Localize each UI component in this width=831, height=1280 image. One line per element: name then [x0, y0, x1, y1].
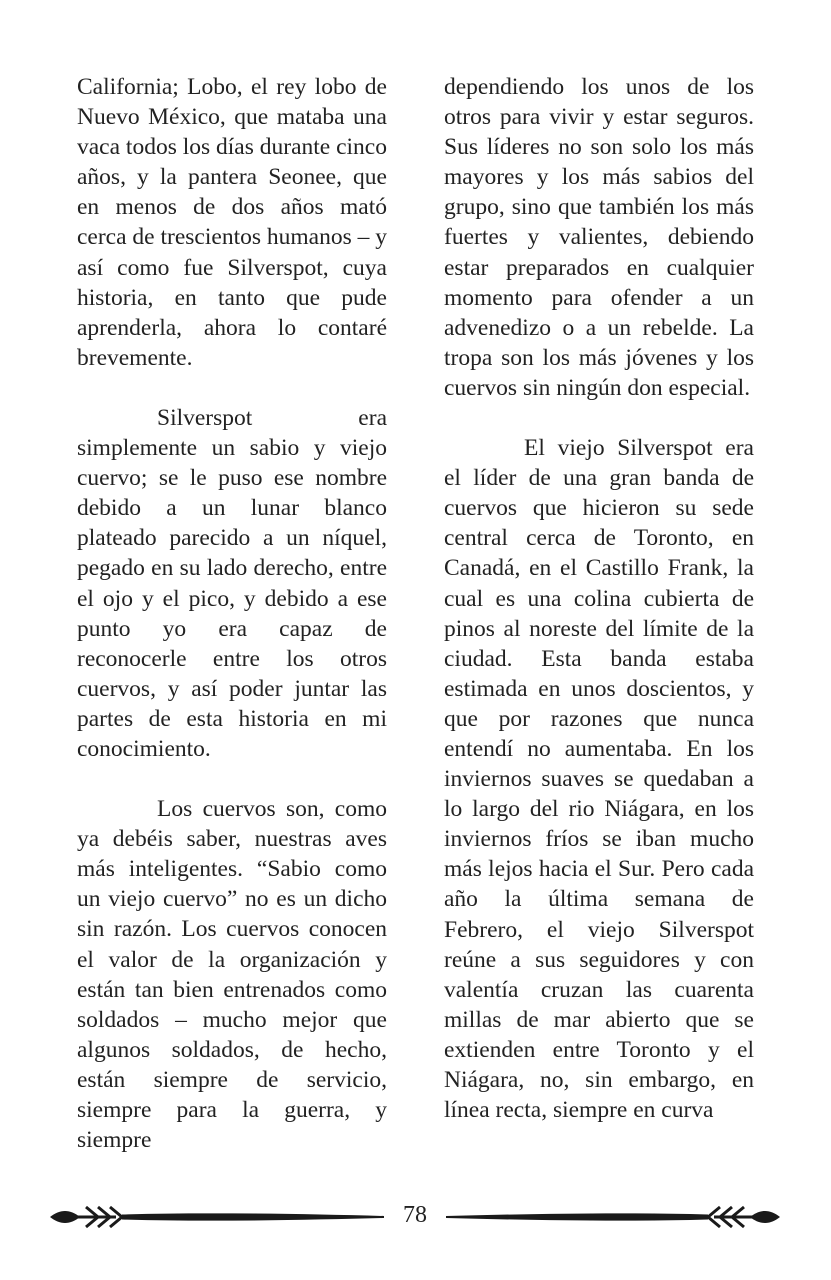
paragraph: dependiendo los unos de los otros para vivir y estar seguros. Sus líderes no son solo los más mayores y los más sabios del grupo, sino que también los más fuertes y valientes, debiendo estar preparados en cualquier momento para ofender a un advenedizo o a un rebelde. La tropa son los más jóvenes y los cuervos sin ningún don especial.: [444, 74, 754, 401]
right-ornament-icon: [444, 1196, 784, 1238]
page-number: 78: [403, 1202, 427, 1228]
paragraph: California; Lobo, el rey lobo de Nuevo México, que mataba una vaca todos los días durante cinco años, y la pantera Seonee, que en menos de dos años mató cerca de trescientos humanos – y así como fue Silverspot, cuya historia, en tanto que pude aprenderla, ahora lo contaré brevemente.: [77, 74, 387, 371]
left-column: [77, 72, 387, 1155]
right-column: [444, 72, 754, 1125]
left-ornament-icon: [46, 1196, 386, 1238]
paragraph: Silverspot era simplemente un sabio y viejo cuervo; se le puso ese nombre debido a un lunar blanco plateado parecido a un níquel, pegado en su lado derecho, entre el ojo y el pico, y debido a ese punto yo era capaz de reconocerle entre los otros cuervos, y así poder juntar las partes de esta historia en mi conocimiento.: [77, 404, 387, 762]
paragraph: El viejo Silverspot era el líder de una gran banda de cuervos que hicieron su sede central cerca de Toronto, en Canadá, en el Castillo Frank, la cual es una colina cubierta de pinos al noreste del límite de la ciudad. Esta banda estaba estimada en unos doscientos, y que por razones que nunca entendí no aumentaba. En los inviernos suaves se quedaban a lo largo del rio Niágara, en los inviernos fríos se iban mucho más lejos hacia el Sur. Pero cada año la última semana de Febrero, el viejo Silverspot reúne a sus seguidores y con valentía cruzan las cuarenta millas de mar abierto que se extienden entre Toronto y el Niágara, no, sin embargo, en línea recta, siempre en curva: [444, 435, 754, 1124]
paragraph: Los cuervos son, como ya debéis saber, nuestras aves más inteligentes. “Sabio como un viejo cuervo” no es un dicho sin razón. Los cuervos conocen el valor de la organización y están tan bien entrenados como soldados – mucho mejor que algunos soldados, de hecho, están siempre de servicio, siempre para la guerra, y siempre: [77, 796, 387, 1154]
